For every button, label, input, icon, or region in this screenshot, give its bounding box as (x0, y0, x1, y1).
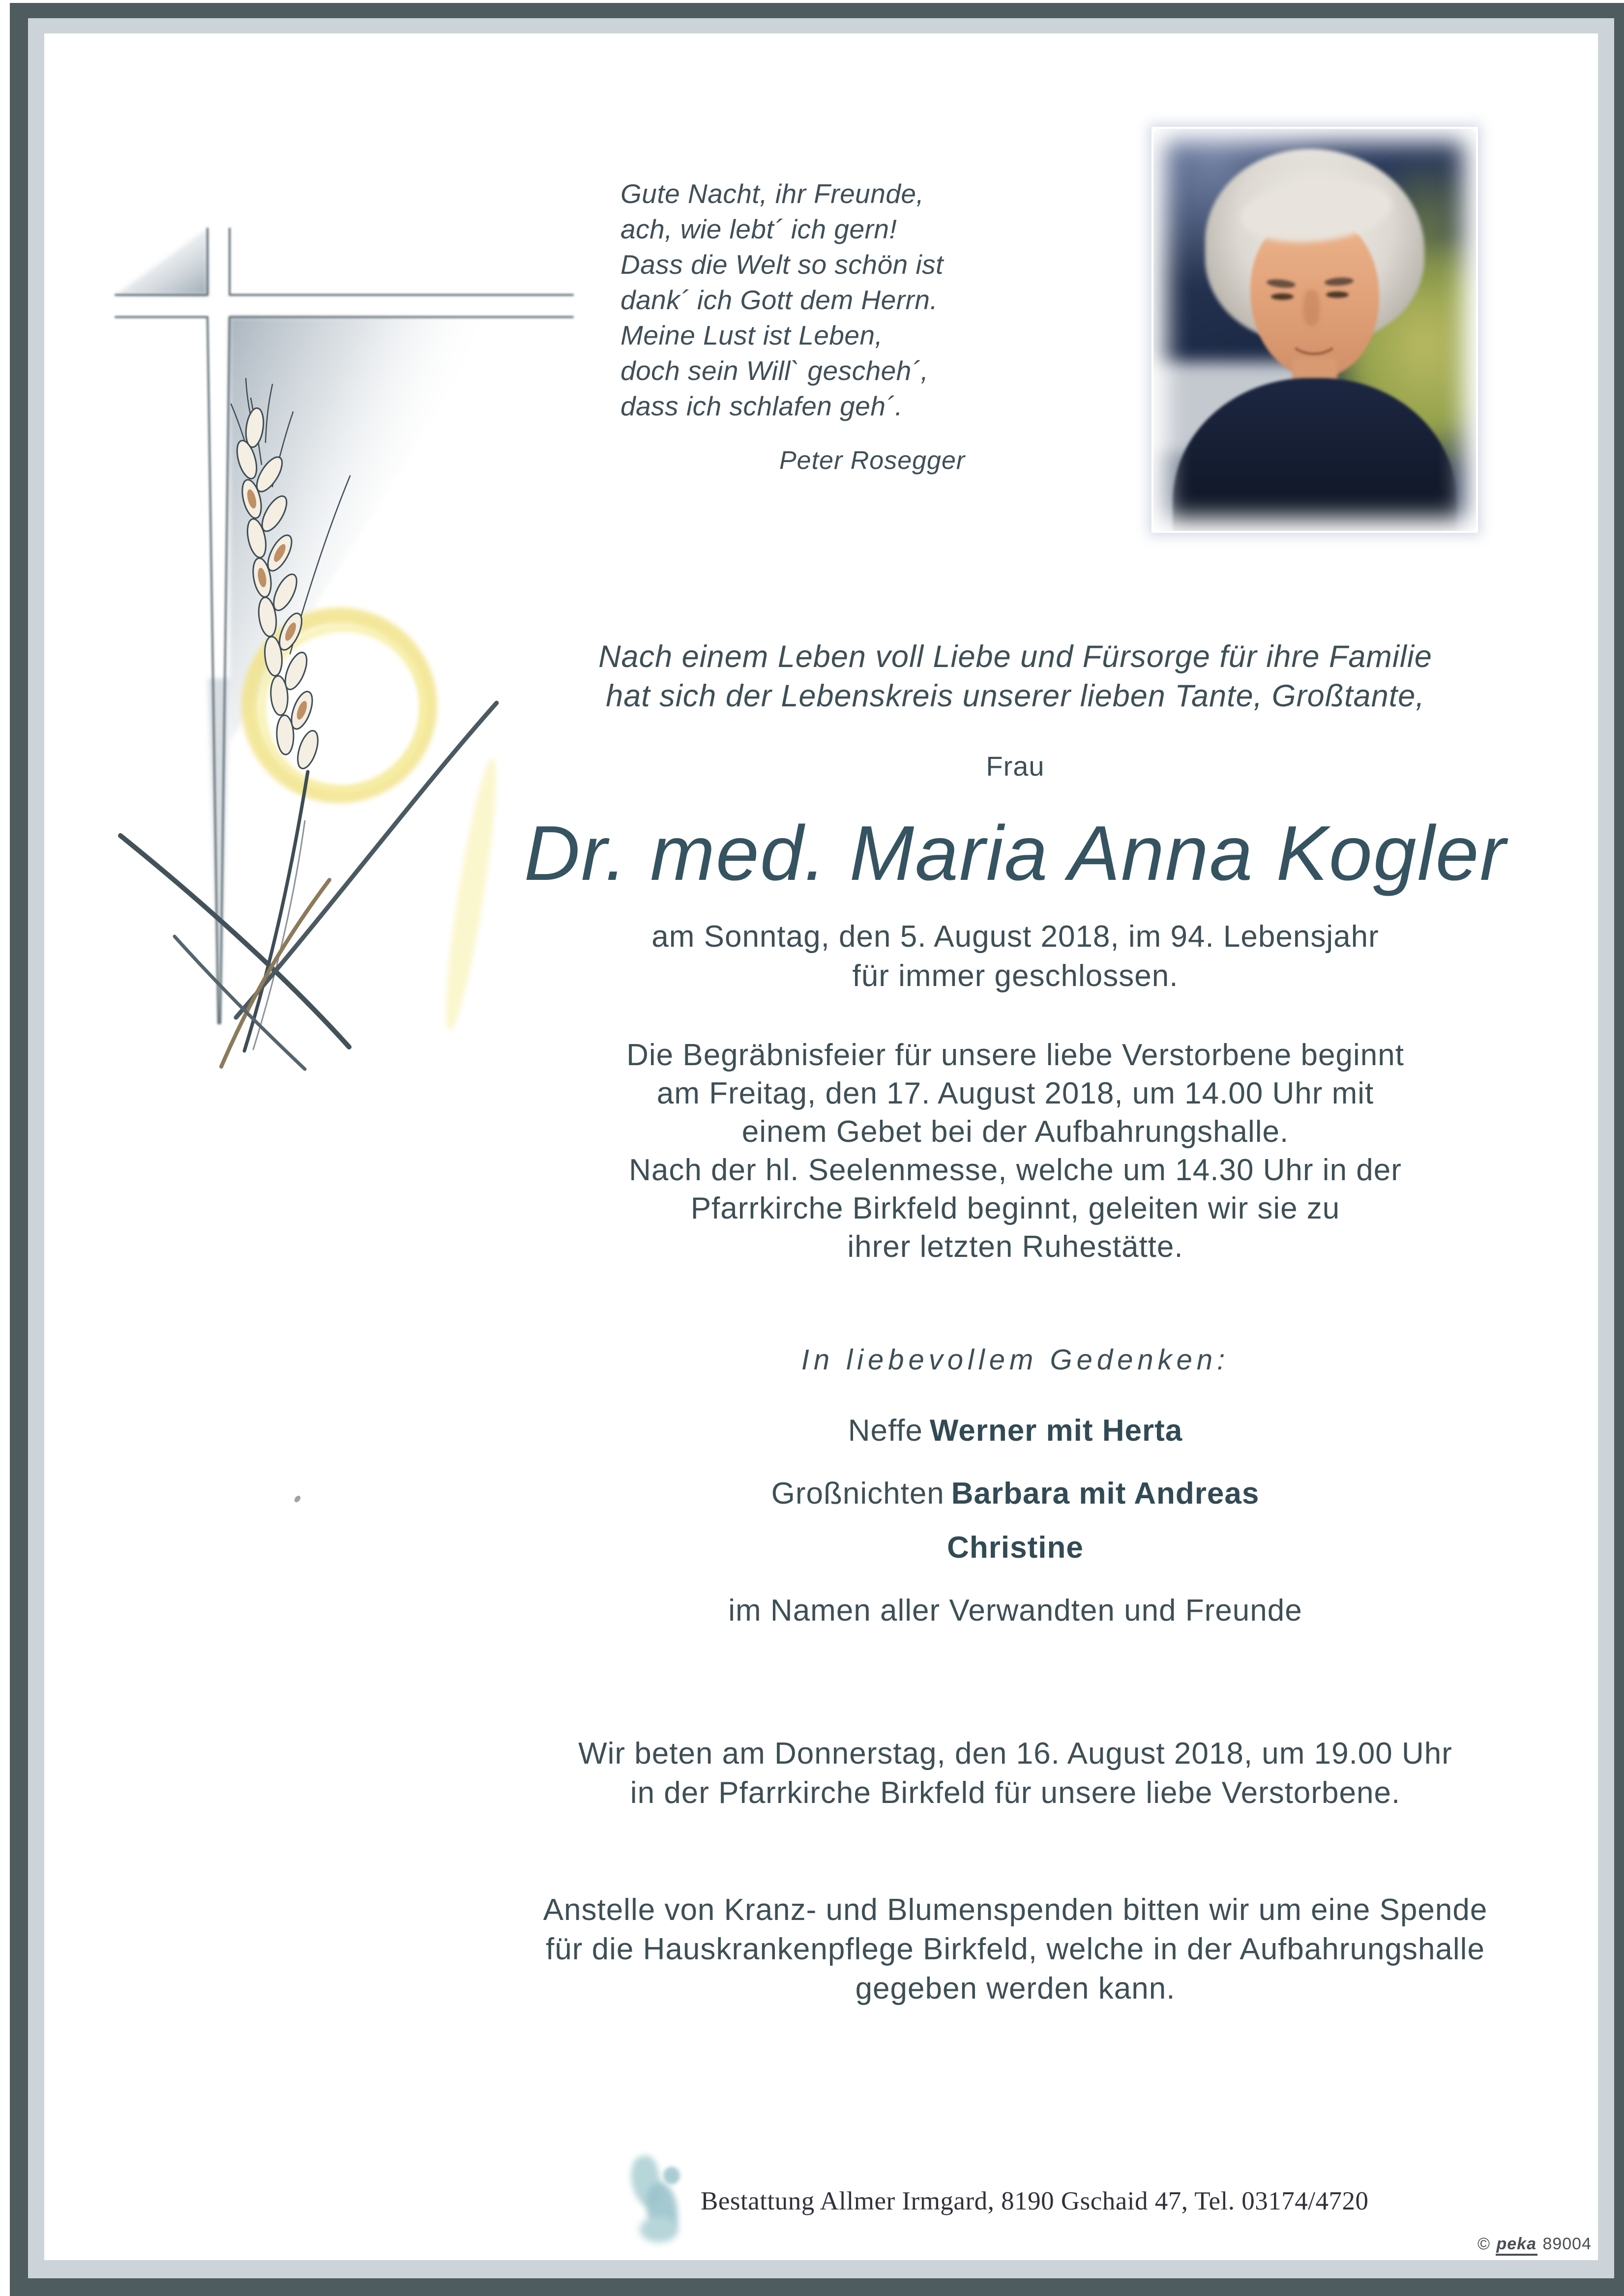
poem-author: Peter Rosegger (779, 446, 966, 475)
poem-line: Meine Lust ist Leben, (620, 320, 883, 350)
prayer-line: in der Pfarrkirche Birkfeld für unsere liebe Verstorbene. (630, 1776, 1401, 1810)
mourner-row (408, 1529, 1623, 1567)
funeral-line: einem Gebet bei der Aufbahrungshalle. (741, 1115, 1289, 1149)
mourner-prefix: Großnichten (771, 1477, 945, 1511)
poem (620, 176, 944, 424)
mourner-row (408, 1412, 1623, 1450)
prayer-line: Wir beten am Donnerstag, den 16. August 2018, um 19.00 Uhr (578, 1737, 1452, 1771)
copyright-icon: © (1477, 2235, 1491, 2253)
intro-line: hat sich der Lebenskreis unserer lieben Tante, Großtante, (606, 679, 1425, 713)
mourner-name: Christine (947, 1531, 1084, 1565)
funeral-line: Die Begräbnisfeier für unsere liebe Verstorbene beginnt (626, 1038, 1404, 1072)
donation-line: Anstelle von Kranz- und Blumenspenden bitten wir um eine Spende (543, 1893, 1488, 1927)
funeral-line: Nach der hl. Seelenmesse, welche um 14.30 Uhr in der (629, 1153, 1402, 1187)
funeral-home-info: Bestattung Allmer Irmgard, 8190 Gschaid 47, Tel. 03174/4720 (701, 2187, 1369, 2215)
memorial-heading: In liebevollem Gedenken: (801, 1344, 1230, 1376)
deceased-name: Dr. med. Maria Anna Kogler (524, 810, 1507, 897)
poem-line: Dass die Welt so schön ist (620, 249, 944, 280)
salutation: Frau (986, 751, 1045, 782)
print-code (1477, 2235, 1592, 2254)
angel-head (663, 2167, 680, 2184)
poem-line: dass ich schlafen geh´. (620, 391, 903, 421)
death-line: für immer geschlossen. (852, 959, 1179, 993)
donation-text (408, 1890, 1623, 2008)
portrait-photo (1152, 127, 1478, 533)
mourner-prefix: Neffe (848, 1414, 923, 1448)
funeral-line: Pfarrkirche Birkfeld beginnt, geleiten wir sie zu (690, 1192, 1340, 1225)
photo-soft-edge (1152, 127, 1478, 533)
poem-line: dank´ ich Gott dem Herrn. (620, 285, 938, 315)
poem-line: doch sein Will` gescheh´, (620, 355, 929, 386)
angel-skirt (640, 2217, 678, 2242)
mourner-name: Barbara mit Andreas (951, 1477, 1260, 1511)
intro-line: Nach einem Leben voll Liebe und Fürsorge für ihre Familie (598, 639, 1432, 674)
memorial-closing: im Namen aller Verwandten und Freunde (728, 1594, 1302, 1628)
death-text (408, 917, 1623, 996)
print-number: 89004 (1542, 2235, 1592, 2253)
funeral-line: am Freitag, den 17. August 2018, um 14.00 Uhr mit (656, 1076, 1374, 1110)
funeral-line: ihrer letzten Ruhestätte. (847, 1230, 1183, 1264)
donation-line: gegeben werden kann. (855, 1972, 1176, 2005)
mourner-row (408, 1475, 1623, 1513)
death-line: am Sonntag, den 5. August 2018, im 94. Lebensjahr (651, 920, 1379, 954)
poem-line: Gute Nacht, ihr Freunde, (620, 178, 924, 209)
prayer-text (408, 1734, 1623, 1813)
mourner-name: Werner mit Herta (929, 1414, 1183, 1448)
funeral-text (408, 1036, 1623, 1266)
intro-text (408, 637, 1623, 716)
donation-line: für die Hauskrankenpflege Birkfeld, welche in der Aufbahrungshalle (546, 1932, 1485, 1966)
poem-line: ach, wie lebt´ ich gern! (620, 214, 897, 244)
print-brand: peka (1496, 2235, 1538, 2256)
angel-watercolor-icon (631, 2152, 695, 2248)
